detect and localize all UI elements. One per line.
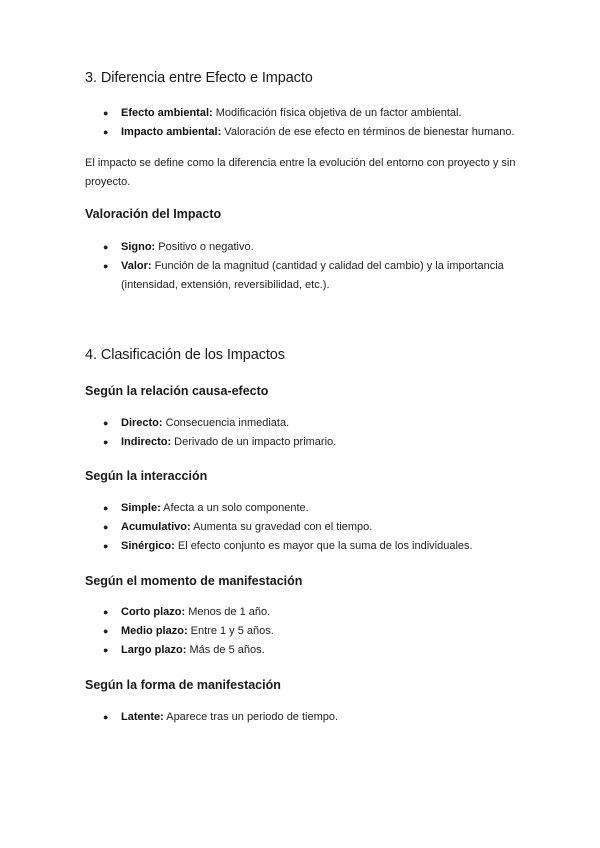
bullet-icon: ● xyxy=(103,108,109,118)
bullet-icon: ● xyxy=(103,418,109,428)
bullet-icon: ● xyxy=(103,437,109,447)
bullet-icon: ● xyxy=(103,261,109,271)
list-item xyxy=(0,123,521,142)
list-item-text: Afecta a un solo componente. xyxy=(160,502,309,514)
list-item xyxy=(0,238,521,257)
forma-list xyxy=(0,708,521,727)
list-item-term: Medio plazo: xyxy=(121,625,188,637)
list-item xyxy=(0,603,521,622)
list-item-text: Aparece tras un periodo de tiempo. xyxy=(163,711,339,723)
list-item xyxy=(0,518,521,537)
bullet-icon: ● xyxy=(103,541,109,551)
list-item-text: Consecuencia inmediata. xyxy=(162,417,290,429)
list-item xyxy=(0,622,521,641)
list-item-text: Función de la magnitud (cantidad y calidad del cambio) y la importancia (intensidad, extensión, reversibilidad, etc.). xyxy=(121,260,504,291)
list-item-text: Aumenta su gravedad con el tiempo. xyxy=(190,521,373,533)
list-item-term: Largo plazo: xyxy=(121,644,187,656)
effect-impact-list xyxy=(0,104,521,142)
interaccion-heading: Según la interacción xyxy=(85,469,208,483)
momento-list xyxy=(0,603,521,660)
list-item xyxy=(0,433,521,452)
momento-heading: Según el momento de manifestación xyxy=(85,574,303,588)
list-item-term: Latente: xyxy=(121,711,164,723)
list-item-term: Corto plazo: xyxy=(121,606,186,618)
list-item-term: Impacto ambiental: xyxy=(121,126,222,138)
causa-efecto-heading: Según la relación causa-efecto xyxy=(85,384,269,398)
list-item-text: Entre 1 y 5 años. xyxy=(187,625,274,637)
list-item-term: Signo: xyxy=(121,241,156,253)
list-item-text: Derivado de un impacto primario. xyxy=(171,436,337,448)
list-item-term: Efecto ambiental: xyxy=(121,107,213,119)
list-item xyxy=(0,708,521,727)
valoracion-heading: Valoración del Impacto xyxy=(85,207,222,221)
list-item-text: Menos de 1 año. xyxy=(185,606,271,618)
bullet-icon: ● xyxy=(103,645,109,655)
bullet-icon: ● xyxy=(103,503,109,513)
list-item xyxy=(0,499,521,518)
forma-heading: Según la forma de manifestación xyxy=(85,678,281,692)
list-item xyxy=(0,257,521,295)
list-item-text: Valoración de ese efecto en términos de bienestar humano. xyxy=(221,126,515,138)
bullet-icon: ● xyxy=(103,127,109,137)
section-4-heading: 4. Clasificación de los Impactos xyxy=(85,347,285,363)
causa-efecto-list xyxy=(0,414,521,452)
list-item xyxy=(0,537,521,556)
interaccion-list xyxy=(0,499,521,556)
definition-paragraph: El impacto se define como la diferencia entre la evolución del entorno con proyecto y sin proyecto. xyxy=(85,157,516,188)
list-item-term: Valor: xyxy=(121,260,152,272)
list-item xyxy=(0,414,521,433)
list-item xyxy=(0,641,521,660)
section-3-heading: 3. Diferencia entre Efecto e Impacto xyxy=(85,70,313,86)
list-item xyxy=(0,104,521,123)
list-item-term: Simple: xyxy=(121,502,161,514)
bullet-icon: ● xyxy=(103,522,109,532)
list-item-text: Positivo o negativo. xyxy=(155,241,254,253)
list-item-term: Acumulativo: xyxy=(121,521,191,533)
bullet-icon: ● xyxy=(103,607,109,617)
list-item-term: Directo: xyxy=(121,417,163,429)
bullet-icon: ● xyxy=(103,242,109,252)
list-item-text: Más de 5 años. xyxy=(186,644,265,656)
bullet-icon: ● xyxy=(103,626,109,636)
bullet-icon: ● xyxy=(103,712,109,722)
list-item-text: El efecto conjunto es mayor que la suma de los individuales. xyxy=(174,540,473,552)
list-item-term: Indirecto: xyxy=(121,436,172,448)
list-item-text: Modificación física objetiva de un factor ambiental. xyxy=(212,107,462,119)
valoracion-list xyxy=(0,238,521,295)
list-item-term: Sinérgico: xyxy=(121,540,175,552)
